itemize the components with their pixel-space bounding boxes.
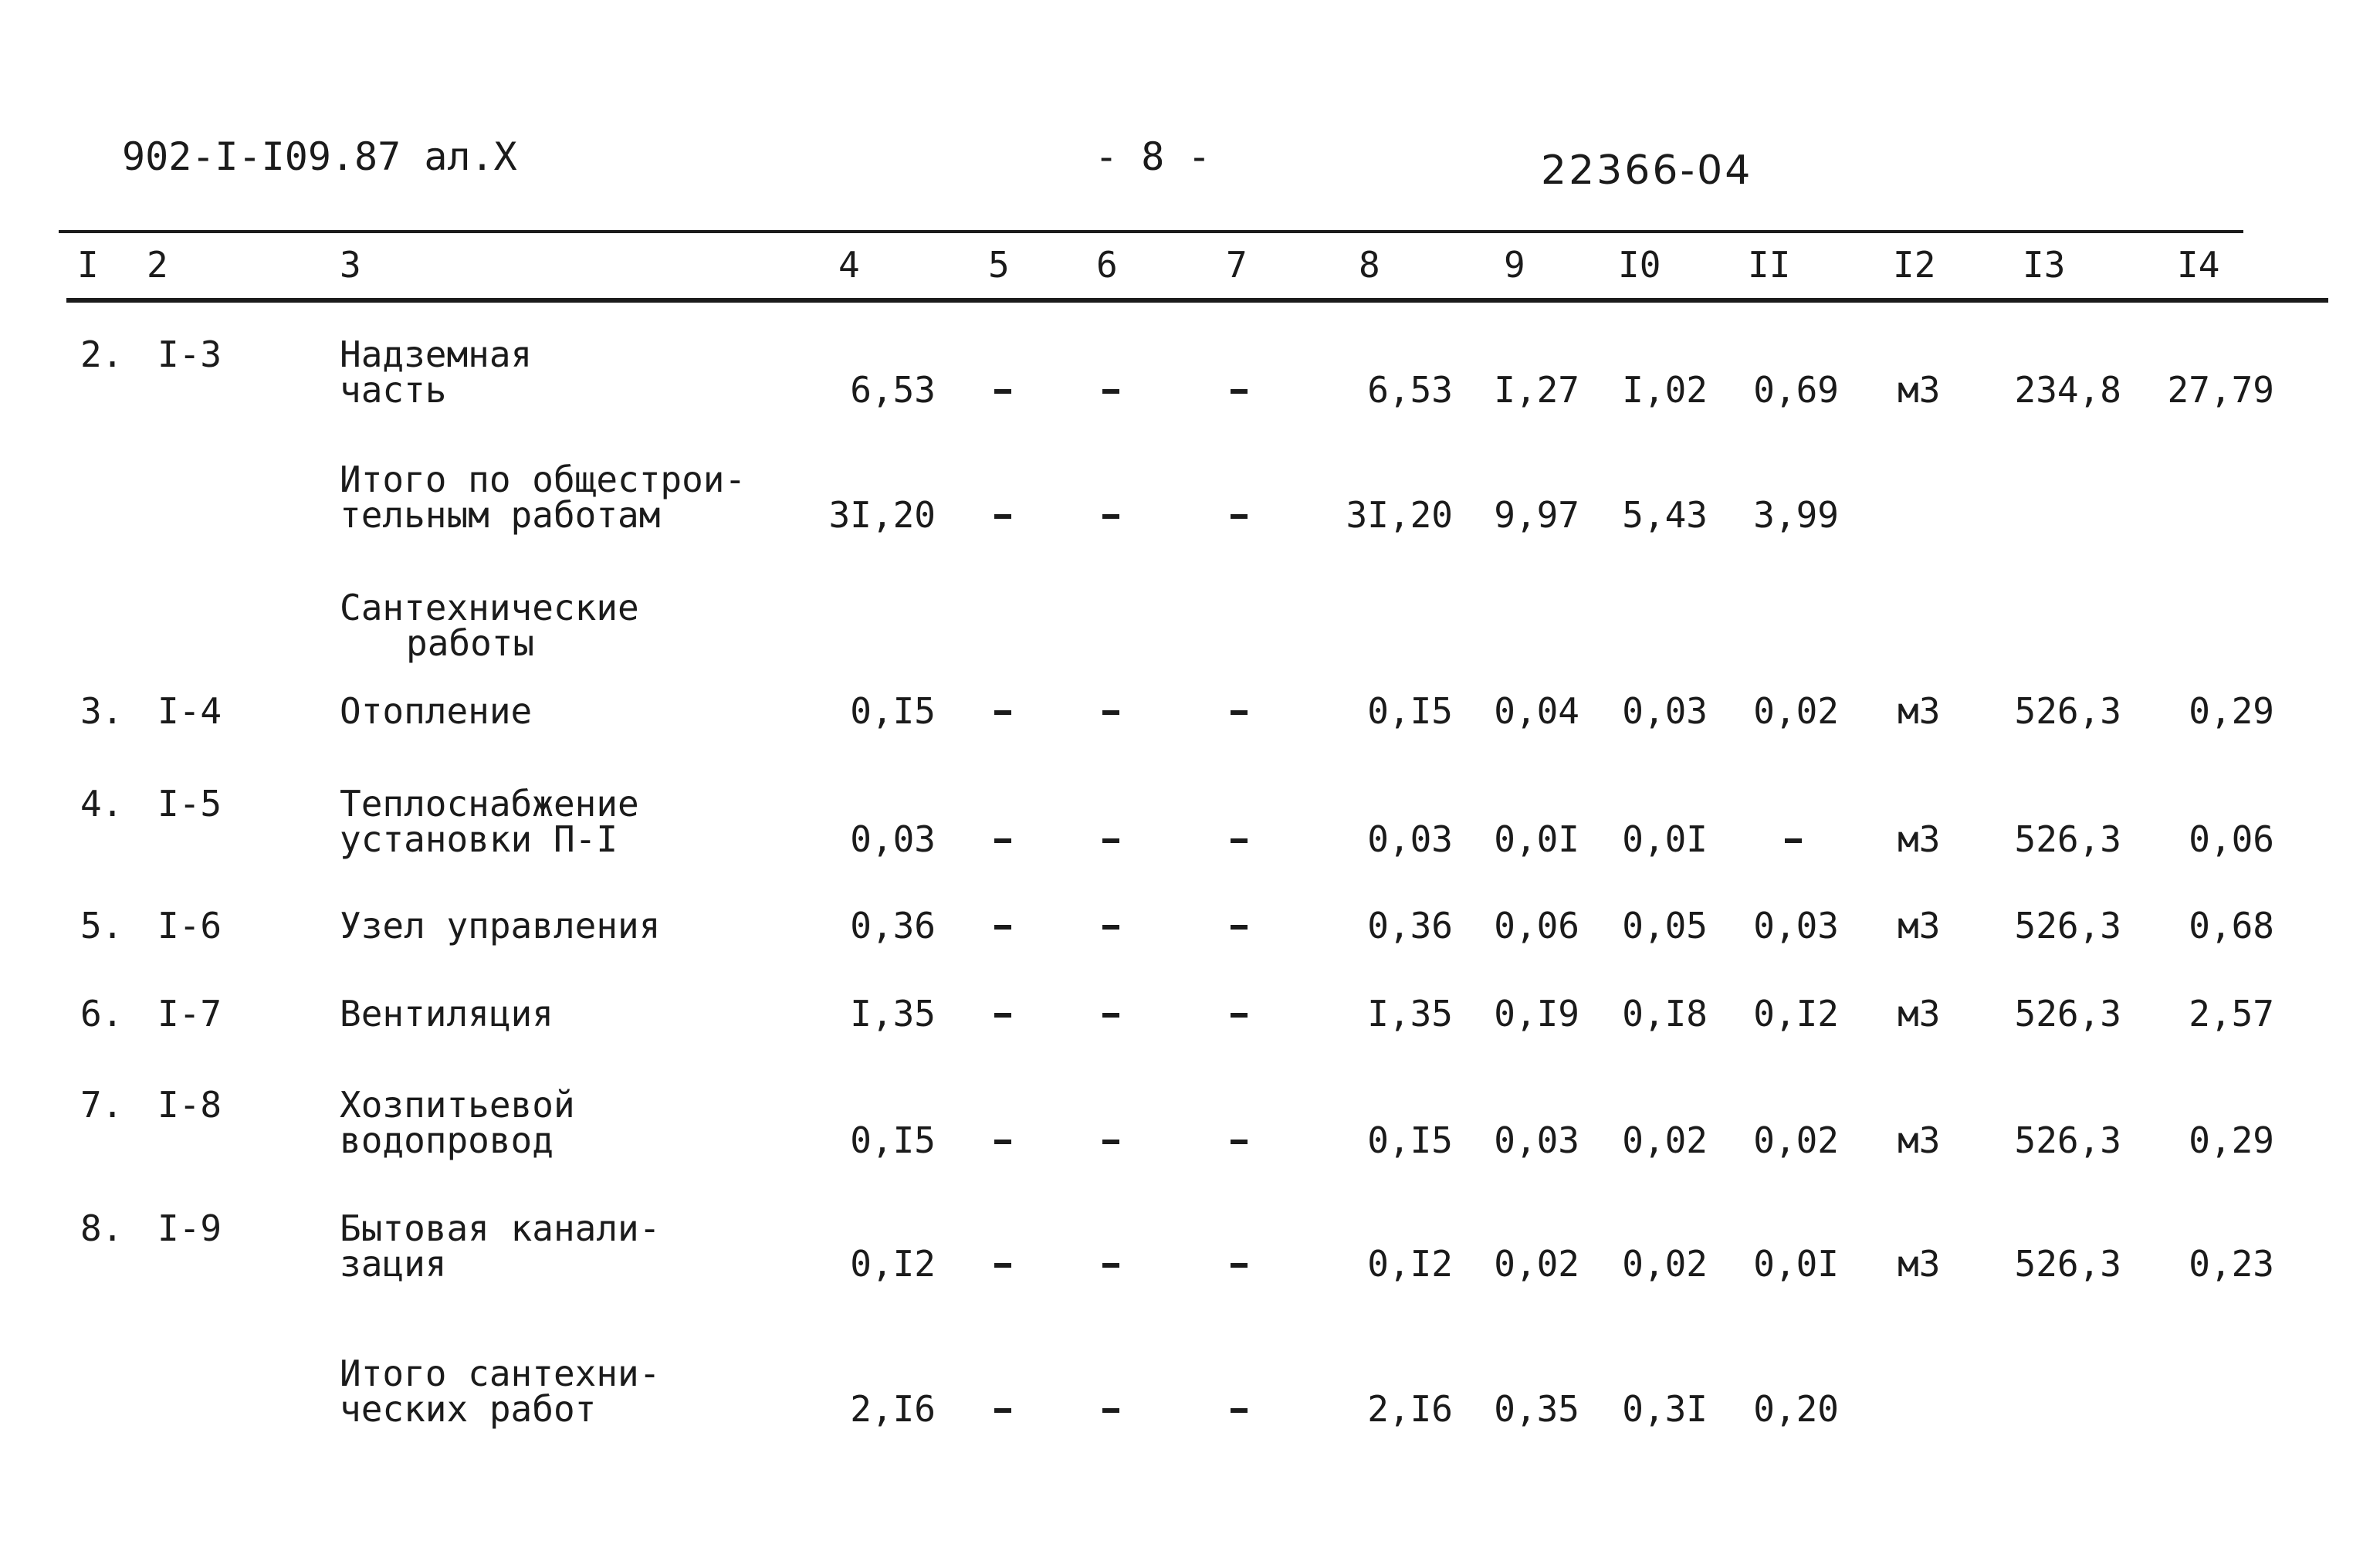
dash-mark [1102, 925, 1119, 930]
row-name-line: Теплоснабжение [340, 783, 639, 825]
row-code: I-5 [157, 783, 222, 825]
dash-mark [1231, 925, 1248, 930]
cell-c4: 0,36 [850, 905, 936, 947]
cell-c9: 0,35 [1494, 1388, 1579, 1430]
cell-c4: 0,03 [850, 818, 936, 860]
cell-c4: 3I,20 [828, 494, 936, 536]
unit-label: м3 [1898, 993, 1941, 1035]
dash-mark [1102, 838, 1119, 843]
column-header-12: I2 [1893, 244, 1936, 286]
dash-mark [994, 1140, 1011, 1144]
dash-mark [994, 710, 1011, 715]
dash-mark [1231, 1140, 1248, 1144]
cell-c9: 0,0I [1494, 818, 1579, 860]
cell-c8: 0,I5 [1367, 690, 1453, 732]
cell-c11: 0,I2 [1753, 993, 1839, 1035]
unit-label: м3 [1898, 690, 1941, 732]
row-code: I-8 [157, 1084, 222, 1126]
dash-mark [1102, 1263, 1119, 1268]
dash-mark [1231, 1408, 1248, 1413]
cell-c13: 526,3 [2014, 993, 2121, 1035]
cell-c8: 2,I6 [1367, 1388, 1453, 1430]
cell-c10: 0,3I [1622, 1388, 1708, 1430]
cell-c8: 0,36 [1367, 905, 1453, 947]
row-code: I-3 [157, 334, 222, 375]
row-number: 4. [80, 783, 124, 825]
cell-c9: 0,02 [1494, 1243, 1579, 1285]
dash-mark [1231, 389, 1248, 394]
dash-mark [1102, 514, 1119, 519]
cell-c8: 3I,20 [1346, 494, 1453, 536]
dash-mark [994, 925, 1011, 930]
row-code: I-9 [157, 1207, 222, 1249]
unit-label: м3 [1898, 1119, 1941, 1161]
column-header-14: I4 [2177, 244, 2220, 286]
cell-c4: 2,I6 [850, 1388, 936, 1430]
column-header-2: 2 [147, 244, 168, 286]
cell-c11: 0,02 [1753, 1119, 1839, 1161]
cell-c13: 526,3 [2014, 690, 2121, 732]
cell-c11: 0,02 [1753, 690, 1839, 732]
row-code: I-4 [157, 690, 222, 732]
dash-mark [1102, 1408, 1119, 1413]
dash-mark [994, 838, 1011, 843]
row-name-line: работы [406, 622, 535, 664]
cell-c14: 0,29 [2189, 690, 2274, 732]
row-name-line: Бытовая канали- [340, 1207, 661, 1249]
cell-c13: 526,3 [2014, 1243, 2121, 1285]
dash-mark [1231, 838, 1248, 843]
cell-c9: 0,04 [1494, 690, 1579, 732]
cell-c9: 0,I9 [1494, 993, 1579, 1035]
dash-mark [1231, 710, 1248, 715]
cell-c14: 0,23 [2189, 1243, 2274, 1285]
unit-label: м3 [1898, 1243, 1941, 1285]
cell-c11: 0,0I [1753, 1243, 1839, 1285]
cell-c13: 526,3 [2014, 905, 2121, 947]
cell-c9: 0,03 [1494, 1119, 1579, 1161]
row-name-line: Итого по общестрои- [340, 459, 747, 500]
column-header-11: II [1748, 244, 1791, 286]
cell-c4: 0,I5 [850, 1119, 936, 1161]
unit-label: м3 [1898, 818, 1941, 860]
cell-c8: 0,I2 [1367, 1243, 1453, 1285]
row-number: 2. [80, 334, 124, 375]
dash-mark [1231, 1263, 1248, 1268]
cell-c10: 0,03 [1622, 690, 1708, 732]
column-header-7: 7 [1226, 244, 1248, 286]
cell-c4: 6,53 [850, 369, 936, 411]
column-header-5: 5 [988, 244, 1010, 286]
cell-c8: 6,53 [1367, 369, 1453, 411]
dash-mark [994, 389, 1011, 394]
row-name-line: установки П-I [340, 818, 618, 860]
unit-label: м3 [1898, 905, 1941, 947]
dash-mark [1231, 1013, 1248, 1018]
column-header-1: I [77, 244, 99, 286]
dash-mark [994, 514, 1011, 519]
cell-c11: 3,99 [1753, 494, 1839, 536]
cell-c8: 0,03 [1367, 818, 1453, 860]
row-code: I-6 [157, 905, 222, 947]
header-top-rule [59, 230, 2243, 233]
unit-label: м3 [1898, 369, 1941, 411]
dash-mark [1102, 1140, 1119, 1144]
row-name-line: Итого сантехни- [340, 1353, 661, 1394]
cell-c10: 0,05 [1622, 905, 1708, 947]
cell-c13: 526,3 [2014, 818, 2121, 860]
cell-c11: 0,69 [1753, 369, 1839, 411]
cell-c10: 0,02 [1622, 1243, 1708, 1285]
cell-c9: 0,06 [1494, 905, 1579, 947]
header-bottom-rule [66, 298, 2328, 303]
dash-mark [1102, 710, 1119, 715]
row-name-line: тельным работам [340, 494, 661, 536]
cell-c10: I,02 [1622, 369, 1708, 411]
cell-c11: 0,03 [1753, 905, 1839, 947]
row-name-line: часть [340, 369, 447, 411]
column-header-4: 4 [838, 244, 860, 286]
cell-c10: 5,43 [1622, 494, 1708, 536]
cell-c14: 0,06 [2189, 818, 2274, 860]
cell-c4: 0,I5 [850, 690, 936, 732]
cell-c14: 0,29 [2189, 1119, 2274, 1161]
row-number: 6. [80, 993, 124, 1035]
cell-c4: 0,I2 [850, 1243, 936, 1285]
cell-c13: 526,3 [2014, 1119, 2121, 1161]
row-name-line: Хозпитьевой [340, 1084, 575, 1126]
cell-c10: 0,I8 [1622, 993, 1708, 1035]
row-name-line: зация [340, 1243, 447, 1285]
cell-c13: 234,8 [2014, 369, 2121, 411]
document-number: 22366-04 [1541, 147, 1753, 194]
cell-c14: 27,79 [2167, 369, 2274, 411]
dash-mark [1102, 389, 1119, 394]
cell-c10: 0,02 [1622, 1119, 1708, 1161]
dash-mark [994, 1408, 1011, 1413]
row-name-line: Вентиляция [340, 993, 554, 1035]
cell-c10: 0,0I [1622, 818, 1708, 860]
row-code: I-7 [157, 993, 222, 1035]
dash-mark [994, 1263, 1011, 1268]
cell-c14: 0,68 [2189, 905, 2274, 947]
row-number: 5. [80, 905, 124, 947]
row-name-line: водопровод [340, 1119, 554, 1161]
row-name-line: ческих работ [340, 1388, 597, 1430]
row-name-line: Сантехнические [340, 587, 639, 628]
row-number: 7. [80, 1084, 124, 1126]
cell-c14: 2,57 [2189, 993, 2274, 1035]
column-header-10: I0 [1618, 244, 1661, 286]
row-name-line: Отопление [340, 690, 533, 732]
cell-c9: 9,97 [1494, 494, 1579, 536]
column-header-8: 8 [1359, 244, 1380, 286]
dash-mark [1231, 514, 1248, 519]
row-name-line: Надземная [340, 334, 533, 375]
dash-mark [994, 1013, 1011, 1018]
document-code: 902-I-I09.87 ал.X [122, 134, 517, 179]
dash-mark [1102, 1013, 1119, 1018]
column-header-9: 9 [1504, 244, 1525, 286]
dash-mark [1785, 838, 1802, 843]
cell-c11: 0,20 [1753, 1388, 1839, 1430]
column-header-6: 6 [1096, 244, 1118, 286]
cell-c8: I,35 [1367, 993, 1453, 1035]
column-header-3: 3 [340, 244, 361, 286]
row-name-line: Узел управления [340, 905, 661, 947]
row-number: 3. [80, 690, 124, 732]
cell-c9: I,27 [1494, 369, 1579, 411]
cell-c4: I,35 [850, 993, 936, 1035]
page-number: - 8 - [1095, 134, 1211, 179]
column-header-13: I3 [2023, 244, 2066, 286]
row-number: 8. [80, 1207, 124, 1249]
cell-c8: 0,I5 [1367, 1119, 1453, 1161]
